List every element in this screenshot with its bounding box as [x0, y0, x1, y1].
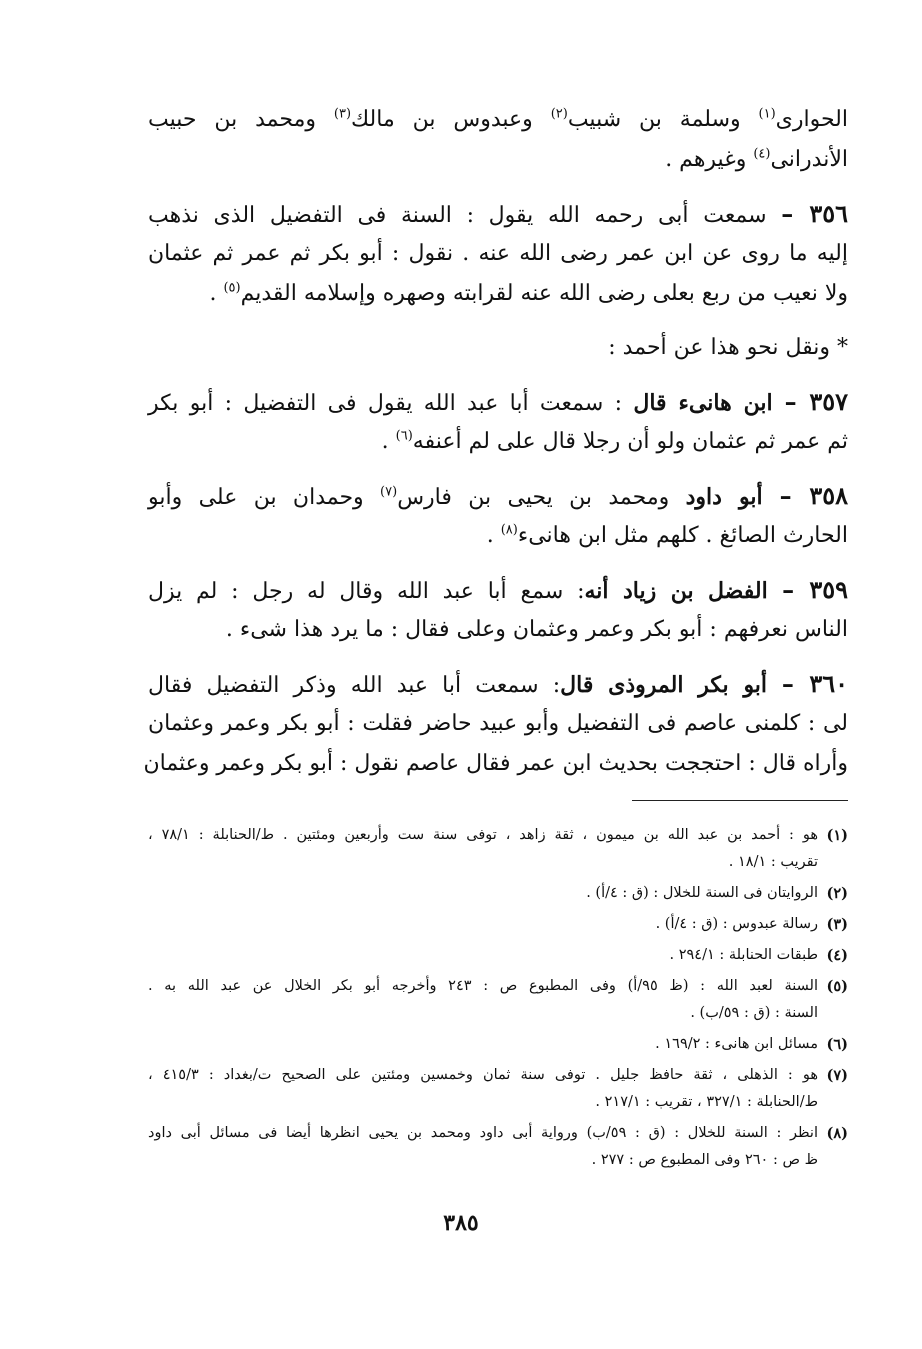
- footnote-ref[interactable]: (٧): [380, 484, 398, 500]
- text-line: ٣٥٦ – سمعت أبى رحمه الله يقول : السنة فى التفضيل الذى نذهب: [148, 199, 848, 228]
- paragraph-359: [148, 570, 848, 650]
- footnote-line: مسائل ابن هانىء : ١٦٩/٢ .: [655, 1036, 818, 1052]
- text-line: لى : كلمنى عاصم فى التفضيل وأبو عبيد حاضر فقلت : أبو بكر وعمر وعثمان: [148, 711, 848, 736]
- paragraph-356: [148, 194, 848, 314]
- footnote-mark: (٢): [826, 885, 848, 902]
- entry-number: ٣٥٧ –: [784, 387, 849, 416]
- footnote: [148, 911, 848, 938]
- footnote: [148, 880, 848, 907]
- entry-number: ٣٥٦ –: [781, 199, 848, 228]
- footnote-line: انظر : السنة للخلال : (ق : ٥٩/ب) ورواية أبى داود ومحمد بن يحيى انظرها أيضا فى مسائل أبى داود: [148, 1125, 818, 1141]
- footnote-mark: (١): [826, 827, 848, 844]
- footnote-line: الروايتان فى السنة للخلال : (ق : ٤/أ) .: [586, 885, 818, 901]
- narrator-name: أبو بكر المروذى قال: [560, 672, 782, 698]
- text-line: ولا نعيب من ربع بعلى رضى الله عنه لقرابته وصهره وإسلامه القديم$^{(٥)}$ .: [209, 280, 848, 306]
- paragraph-358: [148, 476, 848, 556]
- footnote-ref[interactable]: (٢): [550, 106, 568, 122]
- footnote-mark: (٧): [826, 1067, 848, 1084]
- footnote: [148, 973, 848, 1027]
- entry-number: ٣٥٩ –: [782, 575, 848, 604]
- footnote: [148, 1031, 848, 1058]
- footnote-divider: [632, 800, 848, 801]
- footnote-mark: (٦): [826, 1036, 848, 1053]
- footnote: [148, 942, 848, 969]
- footnote-line: هو : الذهلى ، ثقة حافظ جليل . توفى سنة ثمان وخمسين ومئتين على الصحيح ت/بغداد : ٤١٥/٣ ،: [148, 1067, 818, 1083]
- footnote-mark: (٤): [826, 947, 848, 964]
- entry-number: ٣٦٠ –: [781, 669, 849, 698]
- footnote-mark: (٨): [826, 1125, 848, 1142]
- footnote-ref[interactable]: (٨): [500, 522, 518, 538]
- footnote-line: طبقات الحنابلة : ٢٩٤/١ .: [669, 947, 818, 963]
- footnote-line: ظ ص : ٢٦٠ وفى المطبوع ص : ٢٧٧ .: [591, 1152, 818, 1168]
- footnote: [148, 822, 848, 876]
- footnote-mark: (٣): [826, 916, 848, 933]
- text-line: الأندرانى$^{(٤)}$ وغيرهم .: [665, 146, 848, 172]
- footnote-line: رسالة عبدوس : (ق : ٤/أ) .: [655, 916, 818, 932]
- text-line: إليه ما روى عن ابن عمر رضى الله عنه . نقول : أبو بكر ثم عمر ثم عثمان: [148, 241, 848, 266]
- paragraph-357: [148, 382, 848, 462]
- editor-note: * ونقل نحو هذا عن أحمد :: [608, 335, 848, 360]
- text-line: ٣٥٧ – ابن هانىء قال : سمعت أبا عبد الله يقول فى التفضيل : أبو بكر: [148, 387, 849, 416]
- text-line: الناس نعرفهم : أبو بكر وعمر وعثمان وعلى فقال : ما يرد هذا شىء .: [225, 617, 848, 642]
- text-line: الحوارى$^{(١)}$ وسلمة بن شبيب$^{(٢)}$ وعبدوس بن مالك$^{(٣)}$ ومحمد بن حبيب: [148, 106, 848, 132]
- paragraph-360: [143, 664, 849, 784]
- paragraph-intro: [148, 100, 848, 180]
- text-line: وأراه قال : احتججت بحديث ابن عمر فقال عاصم نقول : أبو بكر وعمر وعثمان: [143, 751, 848, 776]
- footnote-ref[interactable]: (٥): [223, 280, 241, 296]
- text-line: ثم عمر ثم عثمان ولو أن رجلا قال على لم أعنفه$^{(٦)}$ .: [381, 428, 848, 454]
- footnote-mark: (٥): [826, 978, 848, 995]
- narrator-name: ابن هانىء قال: [633, 390, 785, 416]
- footnote-line: هو : أحمد بن عبد الله بن ميمون ، ثقة زاهد ، توفى سنة ست وأربعين ومئتين . ط/الحنابلة : ٧٨/١ ،: [148, 827, 818, 843]
- narrator-name: أبو داود: [685, 484, 780, 510]
- footnote-line: السنة لعبد الله : (ظ ٩٥/أ) وفى المطبوع ص : ٢٤٣ وأخرجه أبو بكر الخلال عن عبد الله به .: [148, 978, 819, 994]
- footnote: [148, 1062, 848, 1116]
- footnote-ref[interactable]: (٤): [753, 146, 771, 162]
- text-line: ٣٦٠ – أبو بكر المروذى قال: سمعت أبا عبد الله وذكر التفضيل فقال: [148, 669, 849, 698]
- main-text: [143, 100, 849, 784]
- footnote-line: تقريب : ١٨/١ .: [728, 854, 818, 870]
- page-number: ٣٨٥: [443, 1210, 479, 1236]
- narrator-name: الفضل بن زياد أنه: [584, 578, 783, 604]
- entry-number: ٣٥٨ –: [779, 481, 848, 510]
- footnote-ref[interactable]: (٣): [333, 106, 352, 122]
- text-line: ٣٥٩ – الفضل بن زياد أنه: سمع أبا عبد الله وقال له رجل : لم يزل: [148, 575, 848, 604]
- footnotes: [148, 822, 848, 1178]
- footnote-line: ط/الحنابلة : ٣٢٧/١ ، تقريب : ٢١٧/١ .: [595, 1094, 818, 1110]
- text-line: ٣٥٨ – أبو داود ومحمد بن يحيى بن فارس$^{(٧)}$ وحمدان بن على وأبو: [148, 481, 848, 510]
- footnote-ref[interactable]: (١): [758, 106, 776, 122]
- text-line: الحارث الصائغ . كلهم مثل ابن هانىء$^{(٨)}$ .: [486, 522, 848, 548]
- footnote-line: السنة : (ق : ٥٩/ب) .: [690, 1005, 818, 1021]
- footnote-ref[interactable]: (٦): [395, 428, 413, 444]
- footnote: [148, 1120, 848, 1174]
